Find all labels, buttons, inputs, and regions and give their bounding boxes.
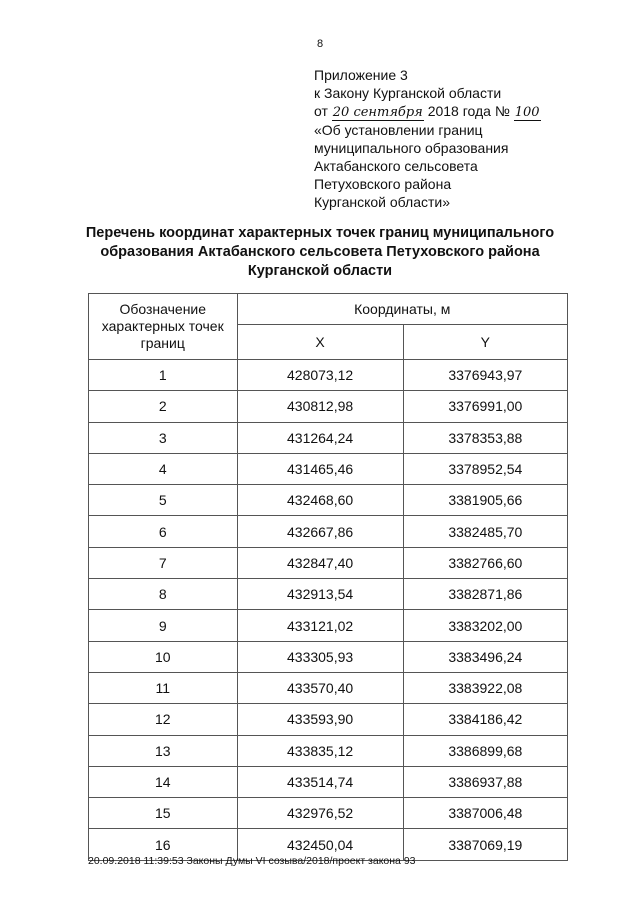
x-coordinate-cell: 433835,12 [237,735,403,766]
y-coordinate-cell: 3382485,70 [403,516,567,547]
appendix-block [314,66,614,211]
point-number-cell: 8 [89,579,238,610]
table-row [89,516,568,547]
appendix-title: Приложение 3 [314,67,408,83]
x-coordinate-cell: 433305,93 [237,641,403,672]
x-coordinate-cell: 432913,54 [237,579,403,610]
document-title [60,224,580,281]
y-coordinate-cell: 3381905,66 [403,485,567,516]
y-coordinate-cell: 3386899,68 [403,735,567,766]
table-row [89,579,568,610]
x-coordinate-cell: 432976,52 [237,798,403,829]
table-row [89,453,568,484]
y-coordinate-cell: 3383922,08 [403,672,567,703]
point-number-cell: 1 [89,360,238,391]
table-body [89,360,568,861]
y-coordinate-cell: 3382766,60 [403,547,567,578]
x-coordinate-cell: 428073,12 [237,360,403,391]
table-row [89,422,568,453]
point-number-cell: 6 [89,516,238,547]
x-coordinate-cell: 431264,24 [237,422,403,453]
y-coordinate-cell: 3376943,97 [403,360,567,391]
point-number-cell: 12 [89,704,238,735]
date-prefix: от [314,103,328,119]
appendix-line-5: муниципального образования [314,140,509,156]
date-suffix: 2018 года № [427,103,510,119]
x-coordinate-cell: 432667,86 [237,516,403,547]
y-coordinate-cell: 3378952,54 [403,453,567,484]
table-row [89,735,568,766]
header-y: Y [403,325,567,360]
footer-stamp: 20.09.2018 11:39:53 Законы Думы VI созыва/2018/проект закона 93 [88,855,416,867]
table-row [89,391,568,422]
table-row [89,704,568,735]
x-coordinate-cell: 433593,90 [237,704,403,735]
y-coordinate-cell: 3376991,00 [403,391,567,422]
title-line-2: образования Актабанского сельсовета Петуховского района [100,244,540,260]
title-line-1: Перечень координат характерных точек границ муниципального [85,225,555,241]
handwritten-number: 100 [514,105,540,120]
x-coordinate-cell: 433121,02 [237,610,403,641]
point-number-cell: 3 [89,422,238,453]
title-line-3: Курганской области [247,263,393,279]
point-number-cell: 7 [89,547,238,578]
x-coordinate-cell: 431465,46 [237,453,403,484]
header-point-name: Обозначение характерных точек границ [89,294,238,360]
table-row [89,485,568,516]
header-x: X [237,325,403,360]
point-number-cell: 5 [89,485,238,516]
point-number-cell: 10 [89,641,238,672]
point-number-cell: 13 [89,735,238,766]
appendix-line-8: Курганской области» [314,194,451,210]
coordinates-table [88,293,568,861]
y-coordinate-cell: 3386937,88 [403,766,567,797]
appendix-law-ref: к Закону Курганской области [314,85,502,101]
y-coordinate-cell: 3383496,24 [403,641,567,672]
appendix-date-line [314,102,614,121]
handwritten-date: 20 сентября [332,105,423,120]
point-number-cell: 9 [89,610,238,641]
table-row [89,798,568,829]
x-coordinate-cell: 432847,40 [237,547,403,578]
x-coordinate-cell: 432468,60 [237,485,403,516]
point-number-cell: 2 [89,391,238,422]
x-coordinate-cell: 430812,98 [237,391,403,422]
point-number-cell: 14 [89,766,238,797]
y-coordinate-cell: 3384186,42 [403,704,567,735]
appendix-line-4: «Об установлении границ [314,122,483,138]
y-coordinate-cell: 3382871,86 [403,579,567,610]
table-row [89,672,568,703]
table-row [89,641,568,672]
point-number-cell: 16 [89,829,238,860]
table-row [89,360,568,391]
table-row [89,766,568,797]
page-number: 8 [316,38,324,50]
header-coordinates: Координаты, м [237,294,568,325]
y-coordinate-cell: 3387006,48 [403,798,567,829]
y-coordinate-cell: 3387069,19 [403,829,567,860]
x-coordinate-cell: 432450,04 [237,829,403,860]
x-coordinate-cell: 433570,40 [237,672,403,703]
y-coordinate-cell: 3378353,88 [403,422,567,453]
point-number-cell: 11 [89,672,238,703]
appendix-line-6: Актабанского сельсовета [314,158,478,174]
table-row [89,610,568,641]
point-number-cell: 4 [89,453,238,484]
table-row [89,547,568,578]
y-coordinate-cell: 3383202,00 [403,610,567,641]
point-number-cell: 15 [89,798,238,829]
appendix-line-7: Петуховского района [314,176,452,192]
x-coordinate-cell: 433514,74 [237,766,403,797]
